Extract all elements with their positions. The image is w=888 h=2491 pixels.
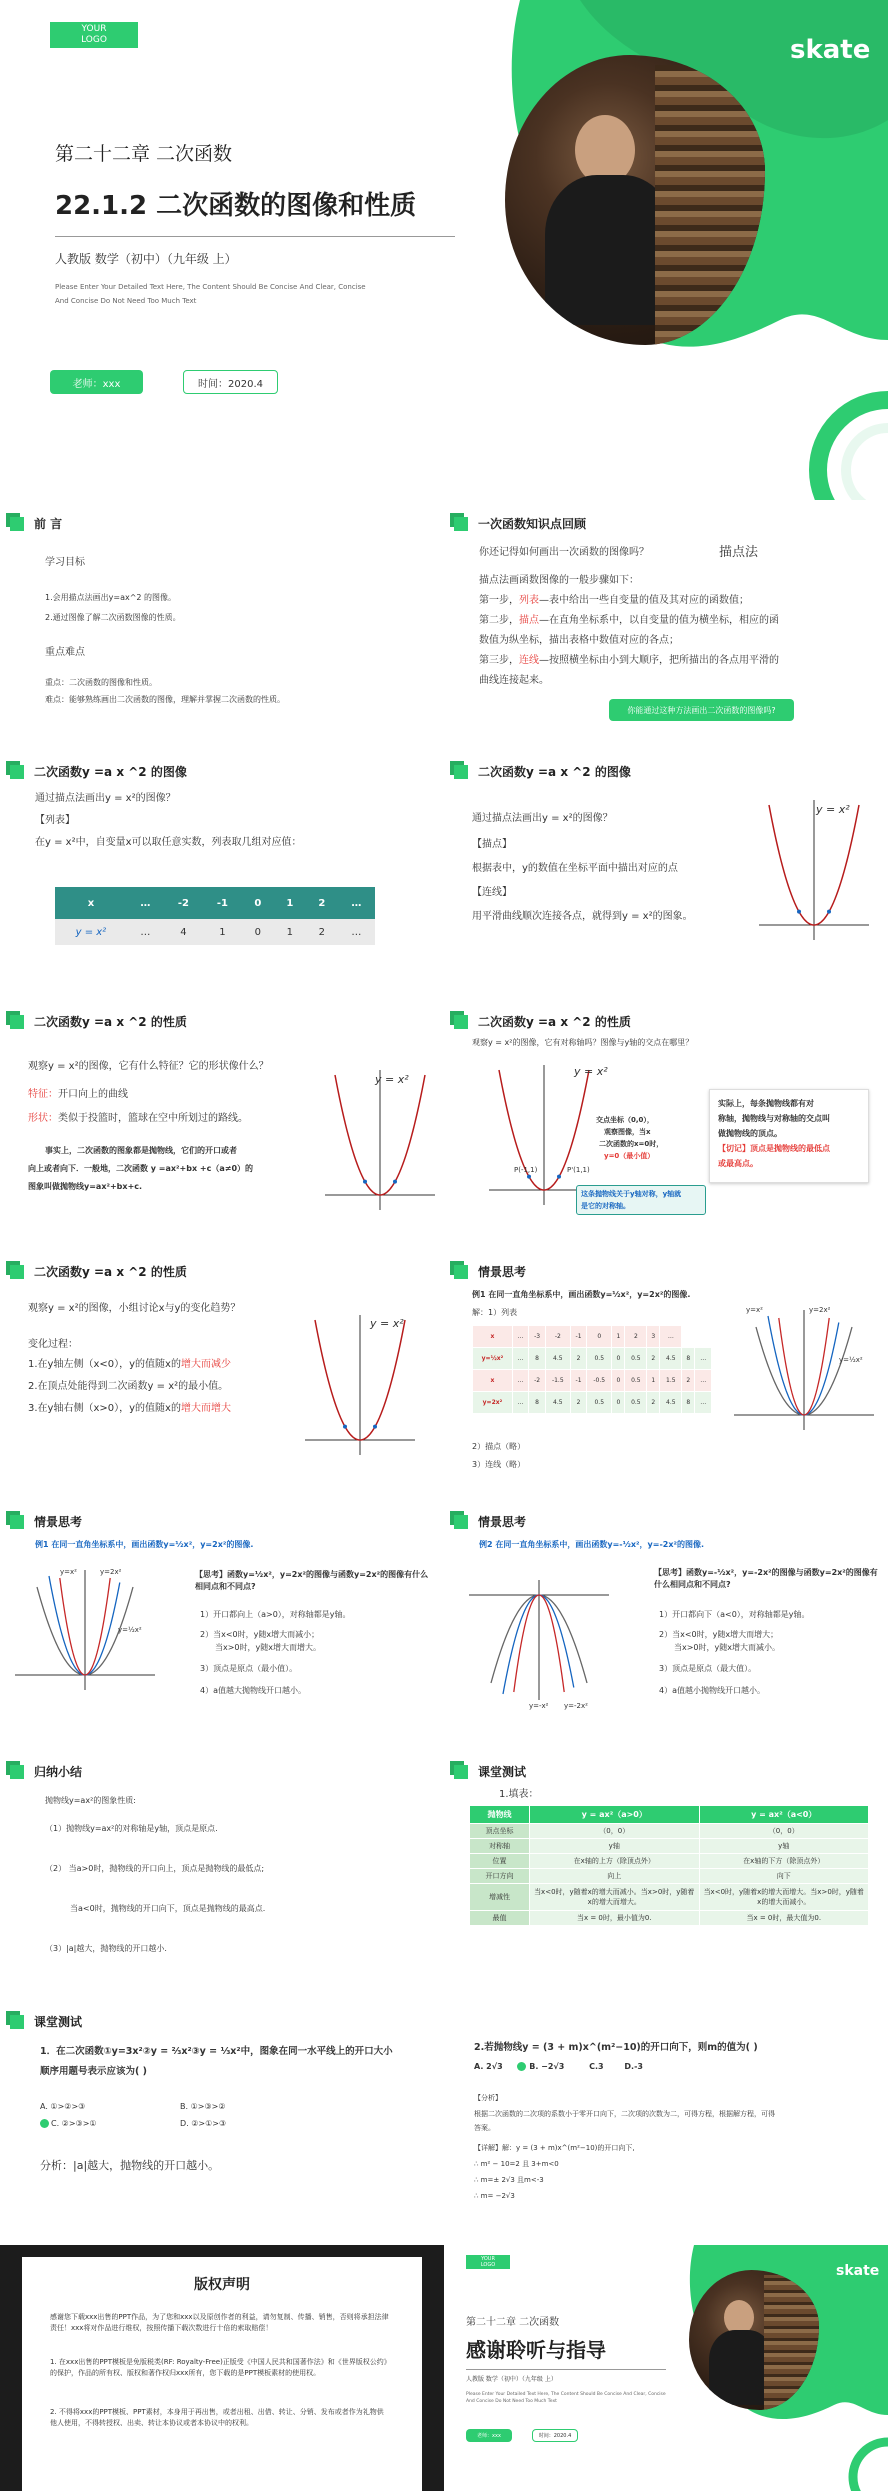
graph-label-2: y=2x² xyxy=(809,1306,831,1314)
fact-1: 事实上，二次函数的图象都是抛物线，它们的开口或者 xyxy=(45,1146,237,1155)
summary-2: （2） 当a>0时，抛物线的开口向上，顶点是抛物线的最低点; xyxy=(45,1864,265,1873)
slide-summary xyxy=(0,1755,444,2005)
parabola-curve xyxy=(768,1316,839,1415)
value-table-cell: 4 xyxy=(180,926,187,938)
ending-divider xyxy=(466,2369,666,2370)
trend-2: 2.在顶点处能得到二次函数y = x²的最小值。 xyxy=(28,1381,229,1392)
point-right: P'(1,1) xyxy=(567,1166,590,1174)
quiz-table-cell: y轴 xyxy=(699,1839,869,1854)
quiz-table-cell: 当x = 0时，最小值为0. xyxy=(530,1911,700,1926)
header-marker xyxy=(10,765,24,779)
plot-tag-1: 【描点】 xyxy=(472,839,512,850)
quiz-table-row xyxy=(470,1911,869,1926)
parabola-point xyxy=(363,1180,367,1184)
teacher-badge: 老师：xxx xyxy=(50,370,143,394)
quiz-table-head-cell: y = ax²（a<0） xyxy=(699,1806,869,1824)
ending-brand: skate xyxy=(836,2263,880,2279)
parabola-graph xyxy=(300,1310,420,1460)
slide-header: 情景思考 xyxy=(10,1513,82,1530)
scenario-table-cell: … xyxy=(695,1392,712,1414)
scenario-table-cell: 0.5 xyxy=(625,1392,647,1414)
scenario-table-cell: 8 xyxy=(682,1348,695,1370)
scenario-table-cell: 2 xyxy=(647,1348,660,1370)
parabola-point xyxy=(557,1175,561,1179)
time-badge: 时间：2020.4 xyxy=(532,2429,578,2442)
header-marker xyxy=(454,517,468,531)
cover-divider xyxy=(55,236,455,237)
point-4: 4）a值越大抛物线开口越小。 xyxy=(200,1686,306,1695)
analysis-1: 根据二次函数的二次项的系数小于零开口向下，二次项的次数为二，可得方程，根据解方程，可得 xyxy=(474,2110,775,2118)
scenario-table-cell: -1.5 xyxy=(545,1370,570,1392)
cover-slide xyxy=(0,0,888,500)
parabola-graph xyxy=(754,795,874,945)
scenario-table-cell: 2 xyxy=(570,1348,586,1370)
slide-scenario-2 xyxy=(0,1505,444,1755)
quiz-q-line1: 1．在二次函数①y=3x²②y = ⅔x²③y = ⅓x²中，图象在同一水平线上的开口大小 xyxy=(40,2046,393,2057)
think-text: 【思考】函数y=½x²，y=2x²的图像与函数y=2x²的图像有什么相同点和不同点? xyxy=(195,1570,429,1592)
graph-question: 通过描点法画出y = x²的图像？ xyxy=(35,793,176,804)
quiz-table-cell: 在x轴的下方（除顶点外） xyxy=(699,1854,869,1869)
solution: 【详解】解：y = (3 + m)x^(m²−10)的开口向下, xyxy=(474,2144,635,2152)
header-marker xyxy=(10,2015,24,2029)
scenario-table-cell: 0.5 xyxy=(587,1392,612,1414)
solution-step-2: ∴ m=± 2√3 且m<-3 xyxy=(474,2176,544,2184)
cover-desc-2: And Concise Do Not Need Too Much Text xyxy=(55,297,197,305)
point-2b: 当x>0时，y随x增大而增大。 xyxy=(215,1643,321,1652)
value-table-head-cell: … xyxy=(140,897,151,909)
option-c[interactable]: C.3 xyxy=(589,2062,604,2071)
list-tag: 【列表】 xyxy=(35,815,75,826)
review-question: 你还记得如何画出一次函数的图像吗？ xyxy=(479,547,649,558)
value-table-head-cell: 1 xyxy=(286,897,294,909)
scenario-table-cell: 1 xyxy=(647,1370,660,1392)
analysis-2: 答案。 xyxy=(474,2124,495,2132)
analysis-heading: 【分析】 xyxy=(474,2094,502,2102)
slide-header: 二次函数y =a x ^2 的性质 xyxy=(10,1013,187,1030)
copyright-p2: 1. 在xxx出售的PPT模板是免版税类(RF: Royalty-Free)正版受《中国人民共和国著作法》和《世界版权公约》的保护，作品的所有权、版权和著作权归xxx所有，您下载的是PPT模板素材的使用权。 xyxy=(50,2358,388,2377)
scenario-table-cell: 0.5 xyxy=(587,1348,612,1370)
ending-photo xyxy=(689,2270,819,2410)
slide-quiz-1 xyxy=(444,1755,888,2005)
scenario-table-cell: … xyxy=(512,1326,528,1348)
scenario-table-cell: 0.5 xyxy=(625,1348,647,1370)
scenario-table-cell: y=2x² xyxy=(473,1392,513,1414)
plot-desc-1: 根据表中，y的数值在坐标平面中描出对应的点 xyxy=(472,863,678,874)
quiz-table-cell: 向上 xyxy=(530,1869,700,1884)
quiz-table xyxy=(469,1805,869,1926)
scenario-table-cell: 4.5 xyxy=(660,1348,682,1370)
key-heading: 重点难点 xyxy=(45,647,85,658)
review-line-6: 曲线连接起来。 xyxy=(479,675,549,686)
point-3: 3）顶点是原点（最小值）。 xyxy=(200,1664,298,1673)
quiz-table-cell: 向下 xyxy=(699,1869,869,1884)
value-table-cell: 1 xyxy=(286,926,294,938)
time-badge: 时间：2020.4 xyxy=(183,370,278,394)
header-marker xyxy=(10,1265,24,1279)
slide-copyright xyxy=(0,2245,444,2491)
solution-step-2: 2）描点（略） xyxy=(472,1442,526,1451)
quiz-table-head xyxy=(470,1806,869,1824)
shape-line: 形状：类似于投篮时，篮球在空中所划过的路线。 xyxy=(28,1113,248,1124)
vertex-note-2: 观察图像，当x xyxy=(604,1128,651,1136)
quiz-table-cell: 增减性 xyxy=(470,1884,530,1911)
cover-brand: skate xyxy=(790,35,871,65)
summary-heading: 抛物线y=ax²的图象性质: xyxy=(45,1796,136,1805)
quiz-table-row xyxy=(470,1854,869,1869)
scenario-table-cell: 8 xyxy=(529,1392,545,1414)
goal-2: 2.通过图像了解二次函数图像的性质。 xyxy=(45,613,181,622)
header-marker xyxy=(454,1515,468,1529)
quiz-table-row xyxy=(470,1839,869,1854)
review-line-1: 描点法画函数图像的一般步骤如下： xyxy=(479,575,639,586)
quiz2-question: 2.若抛物线y = (3 + m)x^(m²−10)的开口向下，则m的值为( ) xyxy=(474,2042,758,2053)
vertex-info-box: 实际上，每条抛物线都有对 称轴，抛物线与对称轴的交点叫 做抛物线的顶点。 【切记】顶点是抛物线的最低点 或最高点。 xyxy=(709,1089,869,1183)
quiz-table-cell: 当x<0时，y随着x的增大而减小。当x>0时，y随着x的增大而增大。 xyxy=(530,1884,700,1911)
quiz-table-cell: 在x轴的上方（除顶点外） xyxy=(530,1854,700,1869)
value-table-head-cell: 2 xyxy=(318,897,326,909)
vertex-note-1: 交点坐标（0,0）， xyxy=(596,1116,654,1124)
review-line-3: 第二步，描点—在直角坐标系中，以自变量的值为横坐标，相应的函 xyxy=(479,615,779,626)
parabola-point xyxy=(373,1425,377,1429)
scenario-table-cell: 2 xyxy=(682,1370,695,1392)
graph-label-2: y=2x² xyxy=(100,1568,122,1576)
value-table-head xyxy=(55,887,375,919)
quiz-table-cell: 当x<0时，y随着x的增大而增大。当x>0时，y随着x的增大而减小。 xyxy=(699,1884,869,1911)
logo: YOUR LOGO xyxy=(50,22,138,48)
scenario-table-cell: 8 xyxy=(682,1392,695,1414)
scenario-table-row xyxy=(473,1348,712,1370)
vertex-note-4: y=0（最小值） xyxy=(604,1152,655,1160)
value-table-row xyxy=(55,919,375,945)
point-4: 4）a值越小抛物线开口越小。 xyxy=(659,1686,765,1695)
value-table-head-cell: x xyxy=(87,897,95,909)
quiz-table-head-cell: y = ax²（a>0） xyxy=(530,1806,700,1824)
scenario-table-cell: 1 xyxy=(612,1326,625,1348)
goal-1: 1.会用描点法画出y=ax^2 的图像。 xyxy=(45,593,177,602)
scenario-table-cell: 3 xyxy=(647,1326,660,1348)
scenario-table-cell: … xyxy=(660,1326,682,1348)
graph-label-1: y=x² xyxy=(746,1306,763,1314)
key-2: 难点：能够熟练画出二次函数的图像，理解并掌握二次函数的性质。 xyxy=(45,695,285,704)
parabola-point xyxy=(343,1425,347,1429)
scenario-table-cell: -2 xyxy=(545,1326,570,1348)
quiz-table-cell: 最值 xyxy=(470,1911,530,1926)
review-line-4: 数值为纵坐标，描出表格中数值对应的各点； xyxy=(479,635,679,646)
ending-desc: Please Enter Your Detailed Text Here, The Content Should Be Concise And Clear, Concise And Concise Do Not Need Too Much Text xyxy=(466,2392,666,2404)
slide-header: 一次函数知识点回顾 xyxy=(454,515,586,532)
value-table-cell: 1 xyxy=(219,926,226,938)
option-c-marker xyxy=(40,2119,49,2128)
example-text: 例1 在同一直角坐标系中，画出函数y=½x²，y=2x²的图像. xyxy=(35,1540,254,1549)
quiz-table-cell: y轴 xyxy=(530,1839,700,1854)
copyright-title: 版权声明 xyxy=(194,2277,250,2293)
scenario-table-cell: -0.5 xyxy=(587,1370,612,1392)
graph-label-1: y=x² xyxy=(60,1568,77,1576)
scenario-table-cell: 4.5 xyxy=(660,1392,682,1414)
value-table-head-cell: … xyxy=(351,897,362,909)
value-table-head-cell: 0 xyxy=(254,897,262,909)
scenario-table-cell: … xyxy=(512,1348,528,1370)
option-b[interactable]: B. ①>③>② xyxy=(180,2102,226,2111)
quiz-table-cell: 位置 xyxy=(470,1854,530,1869)
fact-3: 图象叫做抛物线y=ax²+bx+c. xyxy=(28,1182,143,1191)
parabola-curve xyxy=(503,1595,574,1694)
value-table xyxy=(55,887,375,945)
slide-header: 二次函数y =a x ^2 的图像 xyxy=(454,763,631,780)
scenario-table-cell: … xyxy=(512,1370,528,1392)
header-marker xyxy=(454,1015,468,1029)
slide-header: 课堂测试 xyxy=(454,1763,526,1780)
trend-question: 观察y = x²的图像，小组讨论x与y的变化趋势？ xyxy=(28,1303,241,1314)
parabola-label: y = x² xyxy=(574,1065,608,1078)
value-table-cell: … xyxy=(140,926,151,938)
scenario-table-cell: 2 xyxy=(570,1392,586,1414)
quiz-table-cell: 当x = 0时，最大值为0. xyxy=(699,1911,869,1926)
quiz-analysis: 分析：|a|越大，抛物线的开口越小。 xyxy=(40,2159,220,2172)
parabola-label: y = x² xyxy=(370,1317,404,1330)
scenario-table-cell: -1 xyxy=(570,1370,586,1392)
slide-preface xyxy=(0,505,444,755)
scenario-table-row xyxy=(473,1370,712,1392)
summary-1: （1）抛物线y=ax²的对称轴是y轴，顶点是原点. xyxy=(45,1824,218,1833)
copyright-card xyxy=(22,2257,422,2491)
slide-scenario-1 xyxy=(444,1255,888,1505)
header-marker xyxy=(10,1765,24,1779)
quiz-table-row xyxy=(470,1869,869,1884)
slide-header: 归纳小结 xyxy=(10,1763,82,1780)
logo: YOUR LOGO xyxy=(466,2255,510,2269)
slide-quad-props-3 xyxy=(0,1255,444,1505)
quiz-table-head-cell: 抛物线 xyxy=(470,1806,530,1824)
scenario-table-cell: x xyxy=(473,1326,513,1348)
quiz-table-cell: 开口方向 xyxy=(470,1869,530,1884)
plot-tag-2: 【连线】 xyxy=(472,887,512,898)
scenario-table-cell: 0.5 xyxy=(625,1370,647,1392)
slide-header: 二次函数y =a x ^2 的性质 xyxy=(454,1013,631,1030)
value-table-cell: y = x² xyxy=(75,926,107,938)
ending-title: 感谢聆听与指导 xyxy=(466,2338,606,2362)
trend-heading: 变化过程： xyxy=(28,1339,78,1350)
scenario-table-row xyxy=(473,1392,712,1414)
list-desc: 在y = x²中，自变量x可以取任意实数，列表取几组对应值： xyxy=(35,837,302,848)
parabola-curve xyxy=(49,1576,120,1675)
scenario-table-cell: y=½x² xyxy=(473,1348,513,1370)
scenario-table-cell: … xyxy=(512,1392,528,1414)
value-table-cell: 2 xyxy=(318,926,325,938)
parabola-label: y = x² xyxy=(816,803,850,816)
point-1: 1）开口都向下（a<0），对称轴都是y轴。 xyxy=(659,1610,810,1619)
multi-parabola-graph xyxy=(729,1305,879,1435)
axis-callout: 这条抛物线关于y轴对称，y轴就 是它的对称轴。 xyxy=(576,1185,706,1215)
summary-3: 当a<0时，抛物线的开口向下，顶点是抛物线的最高点. xyxy=(70,1904,266,1913)
scenario-table-cell: 0 xyxy=(612,1348,625,1370)
fact-2: 向上或者向下．一般地，二次函数 y =ax²+bx +c（a≠0）的 xyxy=(28,1164,254,1173)
scenario-table-cell: x xyxy=(473,1370,513,1392)
cover-chapter: 第二十二章 二次函数 xyxy=(55,143,233,165)
props-question: 观察y = x²的图像，它有什么特征？它的形状像什么？ xyxy=(28,1061,269,1072)
teacher-badge: 老师：xxx xyxy=(466,2429,512,2442)
slide-ending xyxy=(444,2245,888,2491)
parabola-point xyxy=(827,910,831,914)
trend-3: 3.在y轴右侧（x>0），y的值随x的增大而增大 xyxy=(28,1403,231,1414)
summary-4: （3）|a|越大，抛物线的开口越小. xyxy=(45,1944,167,1953)
solution-step-3: 3）连线（略） xyxy=(472,1460,526,1469)
parabola-point xyxy=(797,910,801,914)
cover-subtitle: 人教版 数学（初中）（九年级 上） xyxy=(55,252,237,266)
trend-1: 1.在y轴左侧（x<0），y的值随x的增大而减少 xyxy=(28,1359,231,1370)
slide-quiz-2 xyxy=(0,2005,444,2250)
scenario-table-cell: … xyxy=(695,1348,712,1370)
plot-question: 通过描点法画出y = x²的图像？ xyxy=(472,813,613,824)
axis-question: 观察y = x²的图像，它有对称轴吗？图像与y轴的交点在哪里？ xyxy=(472,1038,694,1047)
slide-linear-review xyxy=(444,505,888,755)
solution-step-1: 解：1）列表 xyxy=(472,1308,518,1317)
point-3: 3）顶点是原点（最大值）。 xyxy=(659,1664,757,1673)
quiz-question: 1.填表： xyxy=(499,1789,539,1800)
point-2a: 2）当x<0时，y随x增大而减小； xyxy=(200,1630,320,1639)
slide-header: 课堂测试 xyxy=(10,2013,82,2030)
header-marker xyxy=(454,1765,468,1779)
point-left: P(-1,1) xyxy=(514,1166,538,1174)
value-table-cell: 0 xyxy=(254,926,262,938)
review-line-2: 第一步，列表—表中给出一些自变量的值及其对应的函数值； xyxy=(479,595,749,606)
review-answer: 描点法 xyxy=(719,545,759,560)
option-b[interactable]: B. −2√3 xyxy=(529,2062,565,2071)
review-prompt-button[interactable]: 你能通过这种方法画出二次函数的图像吗? xyxy=(609,699,794,721)
quiz-table-cell: 对称轴 xyxy=(470,1839,530,1854)
quiz-table-cell: 顶点坐标 xyxy=(470,1824,530,1839)
quiz-table-row xyxy=(470,1824,869,1839)
scenario-table-cell: 4.5 xyxy=(545,1392,570,1414)
graph-label-3: y=½x² xyxy=(118,1626,142,1634)
slide-header: 前 言 xyxy=(10,515,62,532)
option-a[interactable]: A. 2√3 xyxy=(474,2062,503,2071)
solution-step-1: ∴ m² − 10=2 且 3+m<0 xyxy=(474,2160,559,2168)
option-d[interactable]: D.-3 xyxy=(624,2062,643,2071)
copyright-p3: 2. 不得将xxx的PPT模板、PPT素材，本身用于再出售，或者出租、出借、转让、分销、发布或者作为礼物供他人使用，不得转授权、出卖、转让本协议或者本协议中的权利。 xyxy=(50,2408,384,2427)
scenario-table-cell: -1 xyxy=(570,1326,586,1348)
example-text: 例2 在同一直角坐标系中，画出函数y=-½x²，y=-2x²的图像. xyxy=(479,1540,705,1549)
parabola-point xyxy=(393,1180,397,1184)
header-marker xyxy=(454,1265,468,1279)
scenario-table-cell: -2 xyxy=(529,1370,545,1392)
quiz2-options xyxy=(474,2061,643,2073)
ending-chapter: 第二十二章 二次函数 xyxy=(466,2317,560,2328)
quiz-table-cell: （0，0） xyxy=(699,1824,869,1839)
option-b-marker xyxy=(517,2062,526,2071)
cover-title: 22.1.2 二次函数的图像和性质 xyxy=(55,191,417,221)
point-2b: 当x>0时，y随x增大而减小。 xyxy=(674,1643,780,1652)
quiz-table-cell: （0，0） xyxy=(530,1824,700,1839)
scenario-table xyxy=(472,1325,712,1414)
scenario-table-cell: 2 xyxy=(647,1392,660,1414)
slide-quad-props-2 xyxy=(444,1005,888,1255)
slide-header: 情景思考 xyxy=(454,1513,526,1530)
scenario-table-cell: … xyxy=(695,1370,712,1392)
value-table-head-cell: -1 xyxy=(216,897,228,909)
scenario-table-cell: 2 xyxy=(625,1326,647,1348)
cover-desc-1: Please Enter Your Detailed Text Here, The Content Should Be Concise And Clear, Concise xyxy=(55,283,366,291)
header-marker xyxy=(10,517,24,531)
slide-header: 情景思考 xyxy=(454,1263,526,1280)
header-marker xyxy=(454,765,468,779)
point-1: 1）开口都向上（a>0），对称轴都是y轴。 xyxy=(200,1610,351,1619)
multi-parabola-graph xyxy=(464,1575,614,1705)
scenario-table-cell: 0 xyxy=(612,1392,625,1414)
scenario-table-cell: -3 xyxy=(529,1326,545,1348)
parabola-label: y = x² xyxy=(375,1073,409,1086)
option-c[interactable]: C. ②>③>① xyxy=(40,2118,97,2130)
slide-header: 二次函数y =a x ^2 的性质 xyxy=(10,1263,187,1280)
point-2a: 2）当x<0时，y随x增大而增大； xyxy=(659,1630,779,1639)
key-1: 重点：二次函数的图像和性质。 xyxy=(45,678,157,687)
scenario-table-cell: 8 xyxy=(529,1348,545,1370)
scenario-table-cell: 1.5 xyxy=(660,1370,682,1392)
header-marker xyxy=(10,1515,24,1529)
plot-desc-2: 用平滑曲线顺次连接各点，就得到y = x²的图象。 xyxy=(472,911,693,922)
slide-quad-graph-table xyxy=(0,755,444,1005)
copyright-p1: 感谢您下载xxx出售的PPT作品，为了您和xxx以及原创作者的利益，请勿复制、传播、销售，否则将承担法律责任！xxx将对作品进行维权，按照传播下载次数进行十倍的索取赔偿！ xyxy=(50,2313,389,2332)
graph-label-2: y=-2x² xyxy=(564,1702,588,1710)
slide-quad-graph-plot xyxy=(444,755,888,1005)
example-text: 例1 在同一直角坐标系中，画出函数y=½x²，y=2x²的图像. xyxy=(472,1290,691,1299)
feature-line: 特征：开口向上的曲线 xyxy=(28,1089,128,1100)
scenario-table-cell: 0 xyxy=(612,1370,625,1392)
graph-label-3: y=½x² xyxy=(839,1356,863,1364)
value-table-head-cell: -2 xyxy=(177,897,189,909)
scenario-table-cell: 0 xyxy=(587,1326,612,1348)
goal-heading: 学习目标 xyxy=(45,557,85,568)
scenario-table-row xyxy=(473,1326,712,1348)
option-a[interactable]: A. ①>②>③ xyxy=(40,2102,86,2111)
slide-quad-props-1 xyxy=(0,1005,444,1255)
vertex-note-3: 二次函数的x=0时， xyxy=(599,1140,664,1148)
slide-header: 二次函数y =a x ^2 的图像 xyxy=(10,763,187,780)
ending-sub: 人教版 数学（初中）（九年级 上） xyxy=(466,2376,557,2383)
quiz-q-line2: 顺序用题号表示应该为( ) xyxy=(40,2066,147,2077)
header-marker xyxy=(10,1015,24,1029)
scenario-table-cell: 4.5 xyxy=(545,1348,570,1370)
option-d[interactable]: D. ②>①>③ xyxy=(180,2119,227,2128)
slide-quiz-3 xyxy=(444,2005,888,2250)
quiz-table-row xyxy=(470,1884,869,1911)
slide-scenario-3 xyxy=(444,1505,888,1755)
think-text: 【思考】函数y=-½x²，y=-2x²的图像与函数y=2x²的图像有什么相同点和不同点? xyxy=(654,1568,878,1590)
review-line-5: 第三步，连线—按照横坐标由小到大顺序，把所描出的各点用平滑的 xyxy=(479,655,779,666)
solution-step-3: ∴ m= −2√3 xyxy=(474,2192,515,2200)
graph-label-1: y=-x² xyxy=(529,1702,549,1710)
value-table-cell: … xyxy=(351,926,362,938)
